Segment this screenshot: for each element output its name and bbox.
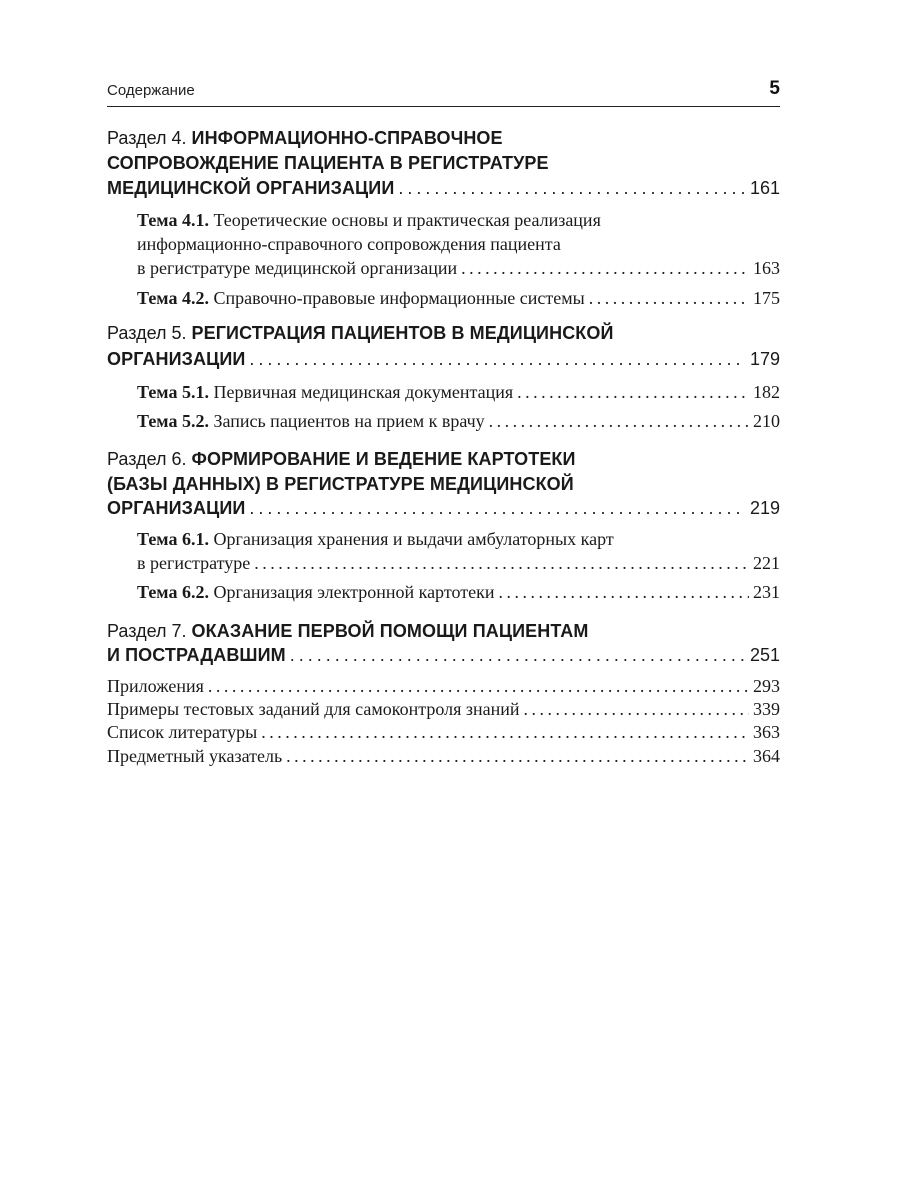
topic-4-2-page: 175 (753, 288, 780, 308)
topic-4-1-number: Тема 4.1. (137, 210, 209, 230)
topic-6-1-page: 221 (753, 553, 780, 573)
section-5-title-2: ОРГАНИЗАЦИИ (107, 349, 246, 369)
topic-6-1-title-2: в регистратуре (137, 553, 251, 573)
section-7-page: 251 (749, 645, 780, 665)
subject-index-page: 364 (753, 746, 780, 766)
section-5-page: 179 (749, 349, 780, 369)
tests-title: Примеры тестовых заданий для самоконтроля знаний (107, 699, 520, 719)
appendix-entry[interactable] (107, 674, 780, 698)
dot-leader (249, 347, 746, 371)
topic-4-1-title-2: информационно-справочного сопровождения пациента (137, 234, 561, 254)
appendix-title: Приложения (107, 676, 204, 696)
tests-entry[interactable] (107, 697, 780, 721)
dot-leader (249, 496, 746, 520)
topic-4-2-number: Тема 4.2. (137, 288, 209, 308)
topic-6-2-page: 231 (753, 582, 780, 602)
section-5-title-1: РЕГИСТРАЦИЯ ПАЦИЕНТОВ В МЕДИЦИНСКОЙ (191, 323, 614, 343)
section-4-title-2: СОПРОВОЖДЕНИЕ ПАЦИЕНТА В РЕГИСТРАТУРЕ (107, 153, 549, 173)
dot-leader (489, 409, 749, 433)
section-7-line-1 (107, 619, 780, 643)
appendix-page: 293 (753, 676, 780, 696)
section-4-line-1 (107, 126, 780, 150)
topic-6-2-entry[interactable] (137, 580, 780, 604)
topic-4-1-title-1: Теоретические основы и практическая реализация (213, 210, 601, 230)
topic-6-1-line-1 (137, 527, 780, 551)
section-6-line-1 (107, 447, 780, 471)
dot-leader (461, 256, 749, 280)
dot-leader (517, 380, 749, 404)
dot-leader (290, 643, 746, 667)
references-entry[interactable] (107, 720, 780, 744)
section-7-entry[interactable] (107, 643, 780, 667)
section-6-title-1: ФОРМИРОВАНИЕ И ВЕДЕНИЕ КАРТОТЕКИ (191, 449, 576, 469)
topic-5-1-number: Тема 5.1. (137, 382, 209, 402)
section-4-line-2 (107, 151, 780, 175)
topic-4-1-page: 163 (753, 258, 780, 278)
dot-leader (498, 580, 749, 604)
subject-index-entry[interactable] (107, 744, 780, 768)
section-5-prefix: Раздел 5. (107, 323, 187, 343)
section-7-title-1: ОКАЗАНИЕ ПЕРВОЙ ПОМОЩИ ПАЦИЕНТАМ (191, 621, 589, 641)
topic-5-1-page: 182 (753, 382, 780, 402)
topic-4-1-line-2 (137, 232, 780, 256)
section-6-title-2: (БАЗЫ ДАННЫХ) В РЕГИСТРАТУРЕ МЕДИЦИНСКОЙ (107, 474, 574, 494)
dot-leader (286, 744, 749, 768)
topic-4-1-entry[interactable] (137, 256, 780, 280)
dot-leader (261, 720, 749, 744)
topic-6-1-title-1: Организация хранения и выдачи амбулаторных карт (213, 529, 614, 549)
topic-4-1-line-1 (137, 208, 780, 232)
topic-4-2-title: Справочно-правовые информационные системы (213, 288, 585, 308)
references-title: Список литературы (107, 722, 258, 742)
topic-5-1-entry[interactable] (137, 380, 780, 404)
topic-5-2-title: Запись пациентов на прием к врачу (213, 411, 485, 431)
section-7-prefix: Раздел 7. (107, 621, 187, 641)
dot-leader (254, 551, 749, 575)
dot-leader (523, 697, 749, 721)
section-4-prefix: Раздел 4. (107, 128, 187, 148)
section-6-entry[interactable] (107, 496, 780, 520)
topic-5-2-entry[interactable] (137, 409, 780, 433)
section-6-line-2 (107, 472, 780, 496)
section-4-title-3: МЕДИЦИНСКОЙ ОРГАНИЗАЦИИ (107, 178, 395, 198)
section-4-entry[interactable] (107, 176, 780, 200)
section-4-page: 161 (749, 178, 780, 198)
dot-leader (398, 176, 746, 200)
section-6-prefix: Раздел 6. (107, 449, 187, 469)
section-5-line-1 (107, 321, 780, 345)
dot-leader (208, 674, 749, 698)
running-title: Содержание (107, 82, 195, 99)
section-6-title-3: ОРГАНИЗАЦИИ (107, 498, 246, 518)
references-page: 363 (753, 722, 780, 742)
section-7-title-2: И ПОСТРАДАВШИМ (107, 645, 286, 665)
topic-4-1-title-3: в регистратуре медицинской организации (137, 258, 458, 278)
topic-6-1-number: Тема 6.1. (137, 529, 209, 549)
page-number: 5 (769, 78, 780, 99)
section-4-title-1: ИНФОРМАЦИОННО-СПРАВОЧНОЕ (191, 128, 503, 148)
topic-6-1-entry[interactable] (137, 551, 780, 575)
running-header (107, 80, 780, 107)
topic-4-2-entry[interactable] (137, 286, 780, 310)
subject-index-title: Предметный указатель (107, 746, 283, 766)
tests-page: 339 (753, 699, 780, 719)
section-5-entry[interactable] (107, 347, 780, 371)
topic-6-2-title: Организация электронной картотеки (213, 582, 495, 602)
dot-leader (589, 286, 749, 310)
topic-5-1-title: Первичная медицинская документация (213, 382, 514, 402)
section-6-page: 219 (749, 498, 780, 518)
topic-6-2-number: Тема 6.2. (137, 582, 209, 602)
topic-5-2-page: 210 (753, 411, 780, 431)
topic-5-2-number: Тема 5.2. (137, 411, 209, 431)
